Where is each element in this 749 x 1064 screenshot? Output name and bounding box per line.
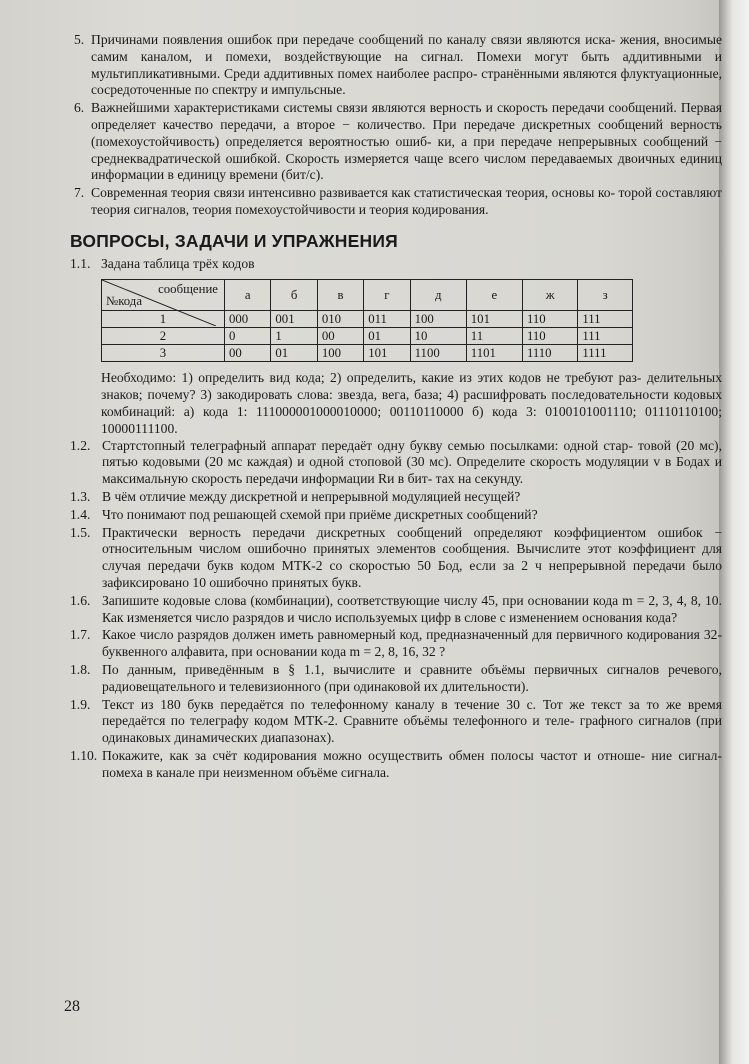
task-1-8: 1.8. По данным, приведённым в § 1.1, вычислите и сравните объёмы первичных сигналов речевого, радиовещательного и телевизионного (при одинаковой их длительности). (70, 661, 722, 694)
table-cell: 101 (364, 345, 410, 362)
table-header-row (102, 280, 633, 311)
table-cell: 01 (271, 345, 317, 362)
task-list (70, 438, 722, 782)
column-header: б (271, 280, 317, 311)
table-cell: 11 (466, 328, 522, 345)
table-cell: 1100 (410, 345, 466, 362)
task-1-5: 1.5. Практически верность передачи дискретных сообщений определяют коэффициентом ошибок − относительным числом ошибочно принятых элементов сообщения. Вычислите этот коэффициент для случая передачи букв кодом МТК-2 со скоростью 50 Бод, если за 2 ч непрерывной передачи было зафиксировано 10 ошибочно принятых букв. (70, 524, 722, 590)
task-1-7: 1.7. Какое число разрядов должен иметь равномерный код, предназначенный для первичного кодирования 32-буквенного алфавита, при основании кода m = 2, 8, 16, 32 ? (70, 627, 722, 660)
task-1-1-requirements: Необходимо: 1) определить вид кода; 2) определить, какие из этих кодов не требуют раз- делительных знаков; почему? 3) закодировать слова: звезда, вега, база; 4) расшифровать последовательности кодовых комбинаций: а) кода 1: 111000001000010000; 00110110000 б) кода 3: 0100101001110; 01110110100; 10000111100. (101, 370, 722, 436)
column-header: д (410, 280, 466, 311)
column-header: в (317, 280, 363, 311)
table-cell: 100 (317, 345, 363, 362)
column-header: ж (522, 280, 577, 311)
table-cell: 010 (317, 311, 363, 328)
table-cell: 001 (271, 311, 317, 328)
corner-label-code-number: №кода (106, 294, 142, 309)
table-cell: 0 (225, 328, 271, 345)
task-1-10: 1.10. Покажите, как за счёт кодирования можно осуществить обмен полосы частот и отноше- ние сигнал-помеха в канале при неизменном объёме сигнала. (70, 747, 722, 780)
table-cell: 1101 (466, 345, 522, 362)
task-1-4: 1.4. Что понимают под решающей схемой при приёме дискретных сообщений? (70, 506, 538, 522)
codes-table (101, 279, 633, 362)
table-cell: 011 (364, 311, 410, 328)
corner-label-message: сообщение (158, 282, 218, 297)
table-cell: 000 (225, 311, 271, 328)
task-1-1 (70, 256, 722, 438)
table-cell: 10 (410, 328, 466, 345)
column-header: г (364, 280, 410, 311)
table-row (102, 345, 633, 362)
row-label: 2 (102, 328, 225, 345)
column-header: з (578, 280, 633, 311)
task-1-9: 1.9. Текст из 180 букв передаётся по телефонному каналу в течение 30 с. Тот же текст за то же время передаётся по телеграфу кодом МТК-2. Сравните объёмы телефонного и теле- графного сигналов (при одинаковых динамических диапазонах). (70, 696, 722, 746)
summary-item-6: 6. Важнейшими характеристиками системы связи являются верность и скорость передачи сообщений. Первая определяет качество передачи, а второе − количество. При передаче дискретных сообщений верность (помехоустойчивость) определяется вероятностью ошиб- ки, а при передаче непрерывных сообщений − среднеквадратической ошибкой. Скорость измеряется чаще всего числом передаваемых двоичных единиц информации в единицу времени (бит/с). (74, 100, 722, 183)
table-cell: 01 (364, 328, 410, 345)
summary-list (70, 32, 722, 219)
summary-item-5: 5. Причинами появления ошибок при передаче сообщений по каналу связи являются иска- жения, вносимые самим каналом, и помехи, воздействующие на сигнал. Помехи могут быть аддитивными и мультипликативными. Среди аддитивных помех наиболее распро- странёнными являются флуктуационные, сосредоточенные по спектру и импульсные. (74, 32, 722, 98)
table-cell: 111 (578, 311, 633, 328)
page-binding-edge (719, 0, 749, 1064)
table-cell: 111 (578, 328, 633, 345)
table-corner-cell (102, 280, 225, 311)
table-cell: 00 (225, 345, 271, 362)
table-cell: 1111 (578, 345, 633, 362)
column-header: а (225, 280, 271, 311)
table-cell: 101 (466, 311, 522, 328)
summary-item-7: 7. Современная теория связи интенсивно развивается как статистическая теория, основы ко- торой составляют теория сигналов, теория помехоустойчивости и теория кодирования. (74, 185, 722, 217)
table-cell: 100 (410, 311, 466, 328)
table-cell: 1110 (522, 345, 577, 362)
table-cell: 1 (271, 328, 317, 345)
task-1-3: 1.3. В чём отличие между дискретной и непрерывной модуляцией несущей? (70, 488, 521, 504)
task-1-6: 1.6. Запишите кодовые слова (комбинации), соответствующие числу 45, при основании кода m = 2, 3, 4, 8, 10. Как изменяется число разрядов и число используемых цифр в слове с изменением основания кода? (70, 592, 722, 625)
page-text (70, 32, 722, 782)
table-row (102, 328, 633, 345)
section-heading: ВОПРОСЫ, ЗАДАЧИ И УПРАЖНЕНИЯ (70, 230, 398, 251)
task-1-1-intro: 1.1. Задана таблица трёх кодов (70, 255, 255, 271)
task-1-2: 1.2. Стартстопный телеграфный аппарат передаёт одну букву семью посылками: одной стар- товой (20 мс), пятью кодовыми (20 мс каждая) и одной стоповой (30 мс). Определите скорость модуляции v в Бодах и максимальную скорость передачи информации Rи в бит- тах на секунду. (70, 437, 722, 487)
table-cell: 110 (522, 328, 577, 345)
column-header: е (466, 280, 522, 311)
row-label: 1 (102, 311, 225, 328)
page-number: 28 (64, 998, 80, 1015)
row-label: 3 (102, 345, 225, 362)
table-cell: 110 (522, 311, 577, 328)
table-cell: 00 (317, 328, 363, 345)
